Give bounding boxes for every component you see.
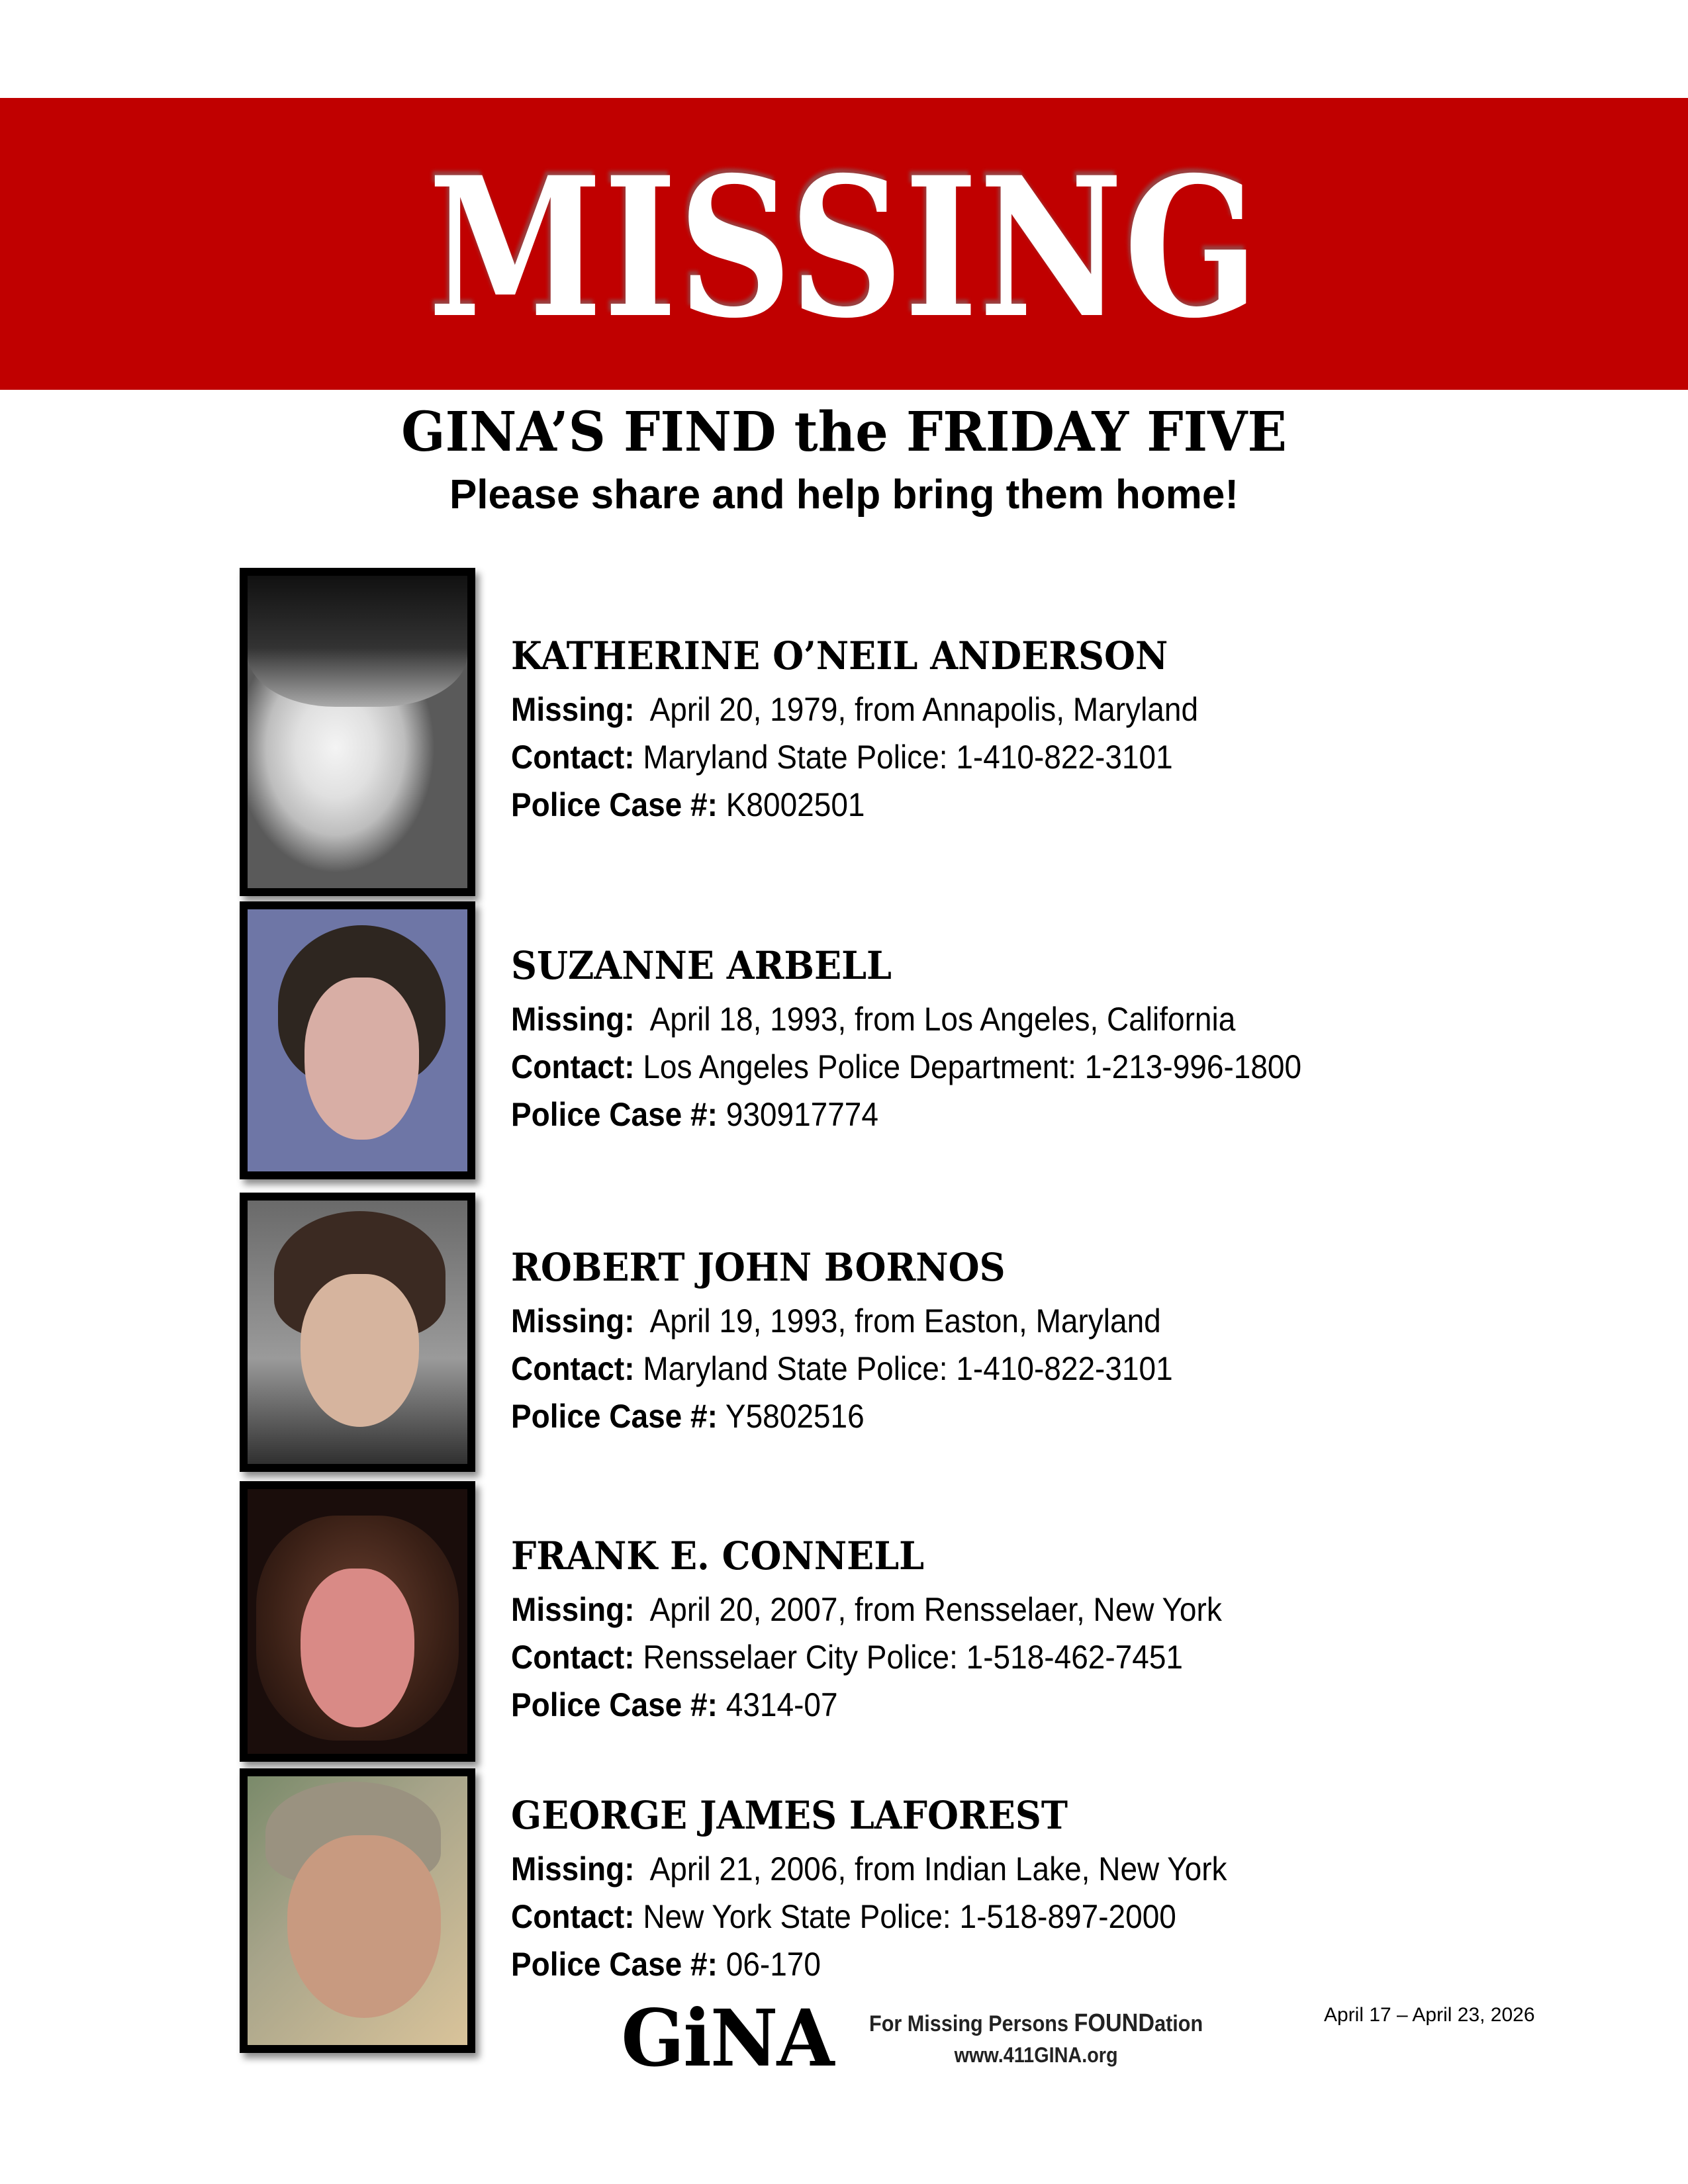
missing-row bbox=[511, 995, 1301, 1043]
logo-text bbox=[851, 2009, 1221, 2068]
case-label: Police Case #: bbox=[511, 1686, 718, 1723]
case-value: 930917774 bbox=[726, 1096, 878, 1133]
contact-label: Contact: bbox=[511, 1639, 635, 1676]
contact-value: New York State Police: 1-518-897-2000 bbox=[643, 1898, 1176, 1935]
person-name: FRANK E. CONNELL bbox=[511, 1533, 925, 1578]
page-subtitle: GINA’S FIND the FRIDAY FIVE bbox=[401, 400, 1287, 464]
person-entry bbox=[511, 1793, 1289, 1988]
missing-label: Missing: bbox=[511, 1591, 635, 1628]
date-range: April 17 – April 23, 2026 bbox=[1324, 2004, 1535, 2026]
case-row bbox=[511, 1940, 1227, 1988]
case-row bbox=[511, 1392, 1173, 1440]
portrait-image bbox=[248, 909, 467, 1171]
missing-row bbox=[511, 1297, 1173, 1345]
person-entry bbox=[511, 633, 1258, 829]
missing-value: April 21, 2006, from Indian Lake, New York bbox=[649, 1850, 1227, 1888]
contact-row bbox=[511, 733, 1198, 781]
contact-label: Contact: bbox=[511, 1048, 635, 1085]
case-label: Police Case #: bbox=[511, 1096, 718, 1133]
missing-value: April 18, 1993, from Los Angeles, California bbox=[649, 1001, 1236, 1038]
case-label: Police Case #: bbox=[511, 1398, 718, 1435]
person-entry bbox=[511, 1245, 1231, 1440]
gina-logo-mark: GiNA bbox=[621, 1992, 833, 2084]
contact-value: Rensselaer City Police: 1-518-462-7451 bbox=[643, 1639, 1184, 1676]
foundation-name-prefix: For Missing Persons bbox=[869, 2011, 1074, 2036]
person-name: KATHERINE O’NEIL ANDERSON bbox=[511, 633, 1168, 678]
portrait-image bbox=[248, 1489, 467, 1754]
portrait-image bbox=[248, 576, 467, 888]
person-photo-george bbox=[240, 1768, 475, 2053]
person-photo-frank bbox=[240, 1481, 475, 1762]
contact-value: Maryland State Police: 1-410-822-3101 bbox=[643, 739, 1173, 776]
foundation-name-found: FOUND bbox=[1074, 2009, 1155, 2037]
gina-foundation-logo bbox=[616, 1992, 1221, 2084]
missing-value: April 19, 1993, from Easton, Maryland bbox=[649, 1302, 1161, 1340]
missing-label: Missing: bbox=[511, 1001, 635, 1038]
person-photo-robert bbox=[240, 1193, 475, 1472]
portrait-image bbox=[248, 1201, 467, 1464]
missing-value: April 20, 2007, from Rensselaer, New York bbox=[649, 1591, 1222, 1628]
missing-row bbox=[511, 1845, 1227, 1893]
case-row bbox=[511, 1681, 1222, 1729]
missing-label: Missing: bbox=[511, 1302, 635, 1340]
person-name: SUZANNE ARBELL bbox=[511, 943, 892, 988]
missing-value: April 20, 1979, from Annapolis, Maryland bbox=[649, 691, 1199, 728]
missing-label: Missing: bbox=[511, 1850, 635, 1888]
case-label: Police Case #: bbox=[511, 786, 718, 823]
contact-row bbox=[511, 1893, 1227, 1940]
banner-title: MISSING bbox=[428, 135, 1260, 361]
case-label: Police Case #: bbox=[511, 1946, 718, 1983]
case-value: Y5802516 bbox=[725, 1398, 865, 1435]
foundation-name-suffix: ation bbox=[1154, 2011, 1203, 2036]
portrait-image bbox=[248, 1776, 467, 2045]
case-value: K8002501 bbox=[726, 786, 865, 823]
person-photo-katherine bbox=[240, 568, 475, 896]
contact-label: Contact: bbox=[511, 1898, 635, 1935]
contact-row bbox=[511, 1633, 1222, 1681]
page-tagline: Please share and help bring them home! bbox=[449, 472, 1239, 518]
missing-banner bbox=[0, 98, 1688, 390]
contact-value: Maryland State Police: 1-410-822-3101 bbox=[643, 1350, 1173, 1387]
missing-label: Missing: bbox=[511, 691, 635, 728]
person-name: ROBERT JOHN BORNOS bbox=[511, 1245, 1006, 1290]
person-name: GEORGE JAMES LAFOREST bbox=[511, 1793, 1068, 1838]
case-value: 4314-07 bbox=[726, 1686, 838, 1723]
website-link[interactable]: www.411GINA.org bbox=[954, 2043, 1118, 2067]
person-photo-suzanne bbox=[240, 901, 475, 1179]
case-row bbox=[511, 781, 1198, 829]
contact-row bbox=[511, 1345, 1173, 1392]
missing-row bbox=[511, 1586, 1222, 1633]
contact-label: Contact: bbox=[511, 739, 635, 776]
missing-row bbox=[511, 686, 1198, 733]
case-row bbox=[511, 1091, 1301, 1138]
person-entry bbox=[511, 943, 1370, 1138]
contact-row bbox=[511, 1043, 1301, 1091]
foundation-name bbox=[869, 2009, 1203, 2038]
contact-value: Los Angeles Police Department: 1-213-996-1800 bbox=[643, 1048, 1302, 1085]
case-value: 06-170 bbox=[726, 1946, 821, 1983]
person-entry bbox=[511, 1533, 1284, 1729]
contact-label: Contact: bbox=[511, 1350, 635, 1387]
